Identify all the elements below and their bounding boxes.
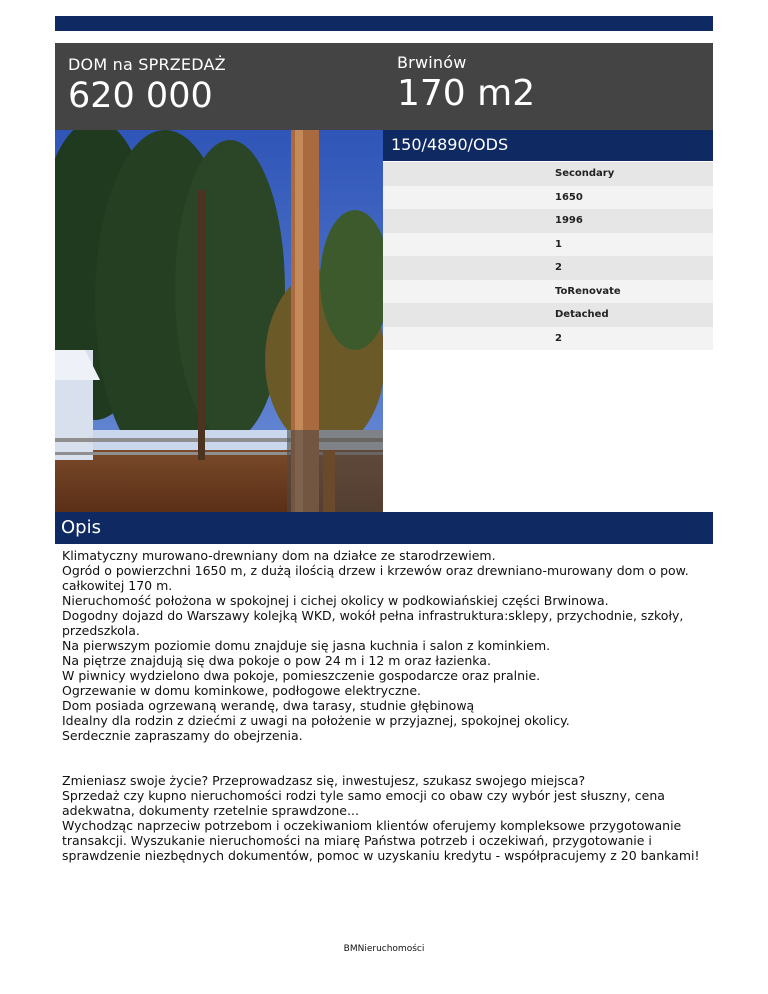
detail-row-plot-area: 1650 [383, 186, 713, 210]
location: Brwinów [397, 53, 467, 72]
detail-row-building-type: Detached [383, 303, 713, 327]
desc2-line: Zmieniasz swoje życie? Przeprowadzasz się, inwestujesz, szukasz swojego miejsca? [62, 773, 586, 788]
section-title: Opis [61, 517, 101, 538]
reference-bar [383, 130, 713, 161]
desc-line: Dogodny dojazd do Warszawy kolejką WKD, wokół pełna infrastruktura:sklepy, przychodnie, szkoły, przedszkola. [62, 608, 684, 638]
details-table [383, 162, 713, 350]
property-photo [55, 130, 383, 512]
listing-type: DOM na SPRZEDAŻ [68, 55, 226, 74]
listing-header [55, 43, 713, 130]
top-accent-bar [55, 16, 713, 31]
desc-line: Serdecznie zapraszamy do obejrzenia. [62, 728, 303, 743]
detail-row-3: 2 [383, 327, 713, 351]
desc-line: Na piętrze znajdują się dwa pokoje o pow 24 m i 12 m oraz łazienka. [62, 653, 491, 668]
reference-number: 150/4890/ODS [391, 135, 509, 154]
detail-row-2: 2 [383, 256, 713, 280]
price-block [68, 55, 226, 116]
location-block [397, 53, 535, 114]
desc2-line: Wychodząc naprzeciw potrzebom i oczekiwaniom klientów oferujemy kompleksowe przygotowanie transakcji. Wyszukanie nieruchomości na miarę Państwa potrzeb i oczekiwań, przygotowanie i sprawdzenie niezbędnych dokumentów, pomoc w uzyskaniu kredytu - współpracujemy z 20 bankami! [62, 818, 700, 863]
desc-line: Idealny dla rodzin z dziećmi z uwagi na położenie w przyjaznej, spokojnej okolicy. [62, 713, 570, 728]
desc-line: Nieruchomość położona w spokojnej i cichej okolicy w podkowiańskiej części Brwinowa. [62, 593, 609, 608]
desc2-line: Sprzedaż czy kupno nieruchomości rodzi tyle samo emocji co obaw czy wybór jest słuszny, cena adekwatna, dokumenty rzetelnie sprawdzone... [62, 788, 665, 818]
desc-line: Klimatyczny murowano-drewniany dom na działce ze starodrzewiem. [62, 548, 496, 563]
desc-line: Ogród o powierzchni 1650 m, z dużą ilością drzew i krzewów oraz drewniano-murowany dom o pow. całkowitej 170 m. [62, 563, 689, 593]
description-heading [55, 512, 713, 544]
desc-line: Ogrzewanie w domu kominkowe, podłogowe elektryczne. [62, 683, 422, 698]
description-text [62, 548, 712, 863]
detail-row-market: Secondary [383, 162, 713, 186]
detail-row-1: 1 [383, 233, 713, 257]
area: 170 m2 [397, 73, 536, 114]
detail-row-year: 1996 [383, 209, 713, 233]
price: 620 000 [68, 76, 213, 116]
desc-line: W piwnicy wydzielono dwa pokoje, pomieszczenie gospodarcze oraz pralnie. [62, 668, 541, 683]
detail-row-condition: ToRenovate [383, 280, 713, 304]
desc-line: Dom posiada ogrzewaną werandę, dwa tarasy, studnie głębinową [62, 698, 475, 713]
footer-agency: BMNieruchomości [343, 944, 425, 954]
desc-line: Na pierwszym poziomie domu znajduje się jasna kuchnia i salon z kominkiem. [62, 638, 551, 653]
